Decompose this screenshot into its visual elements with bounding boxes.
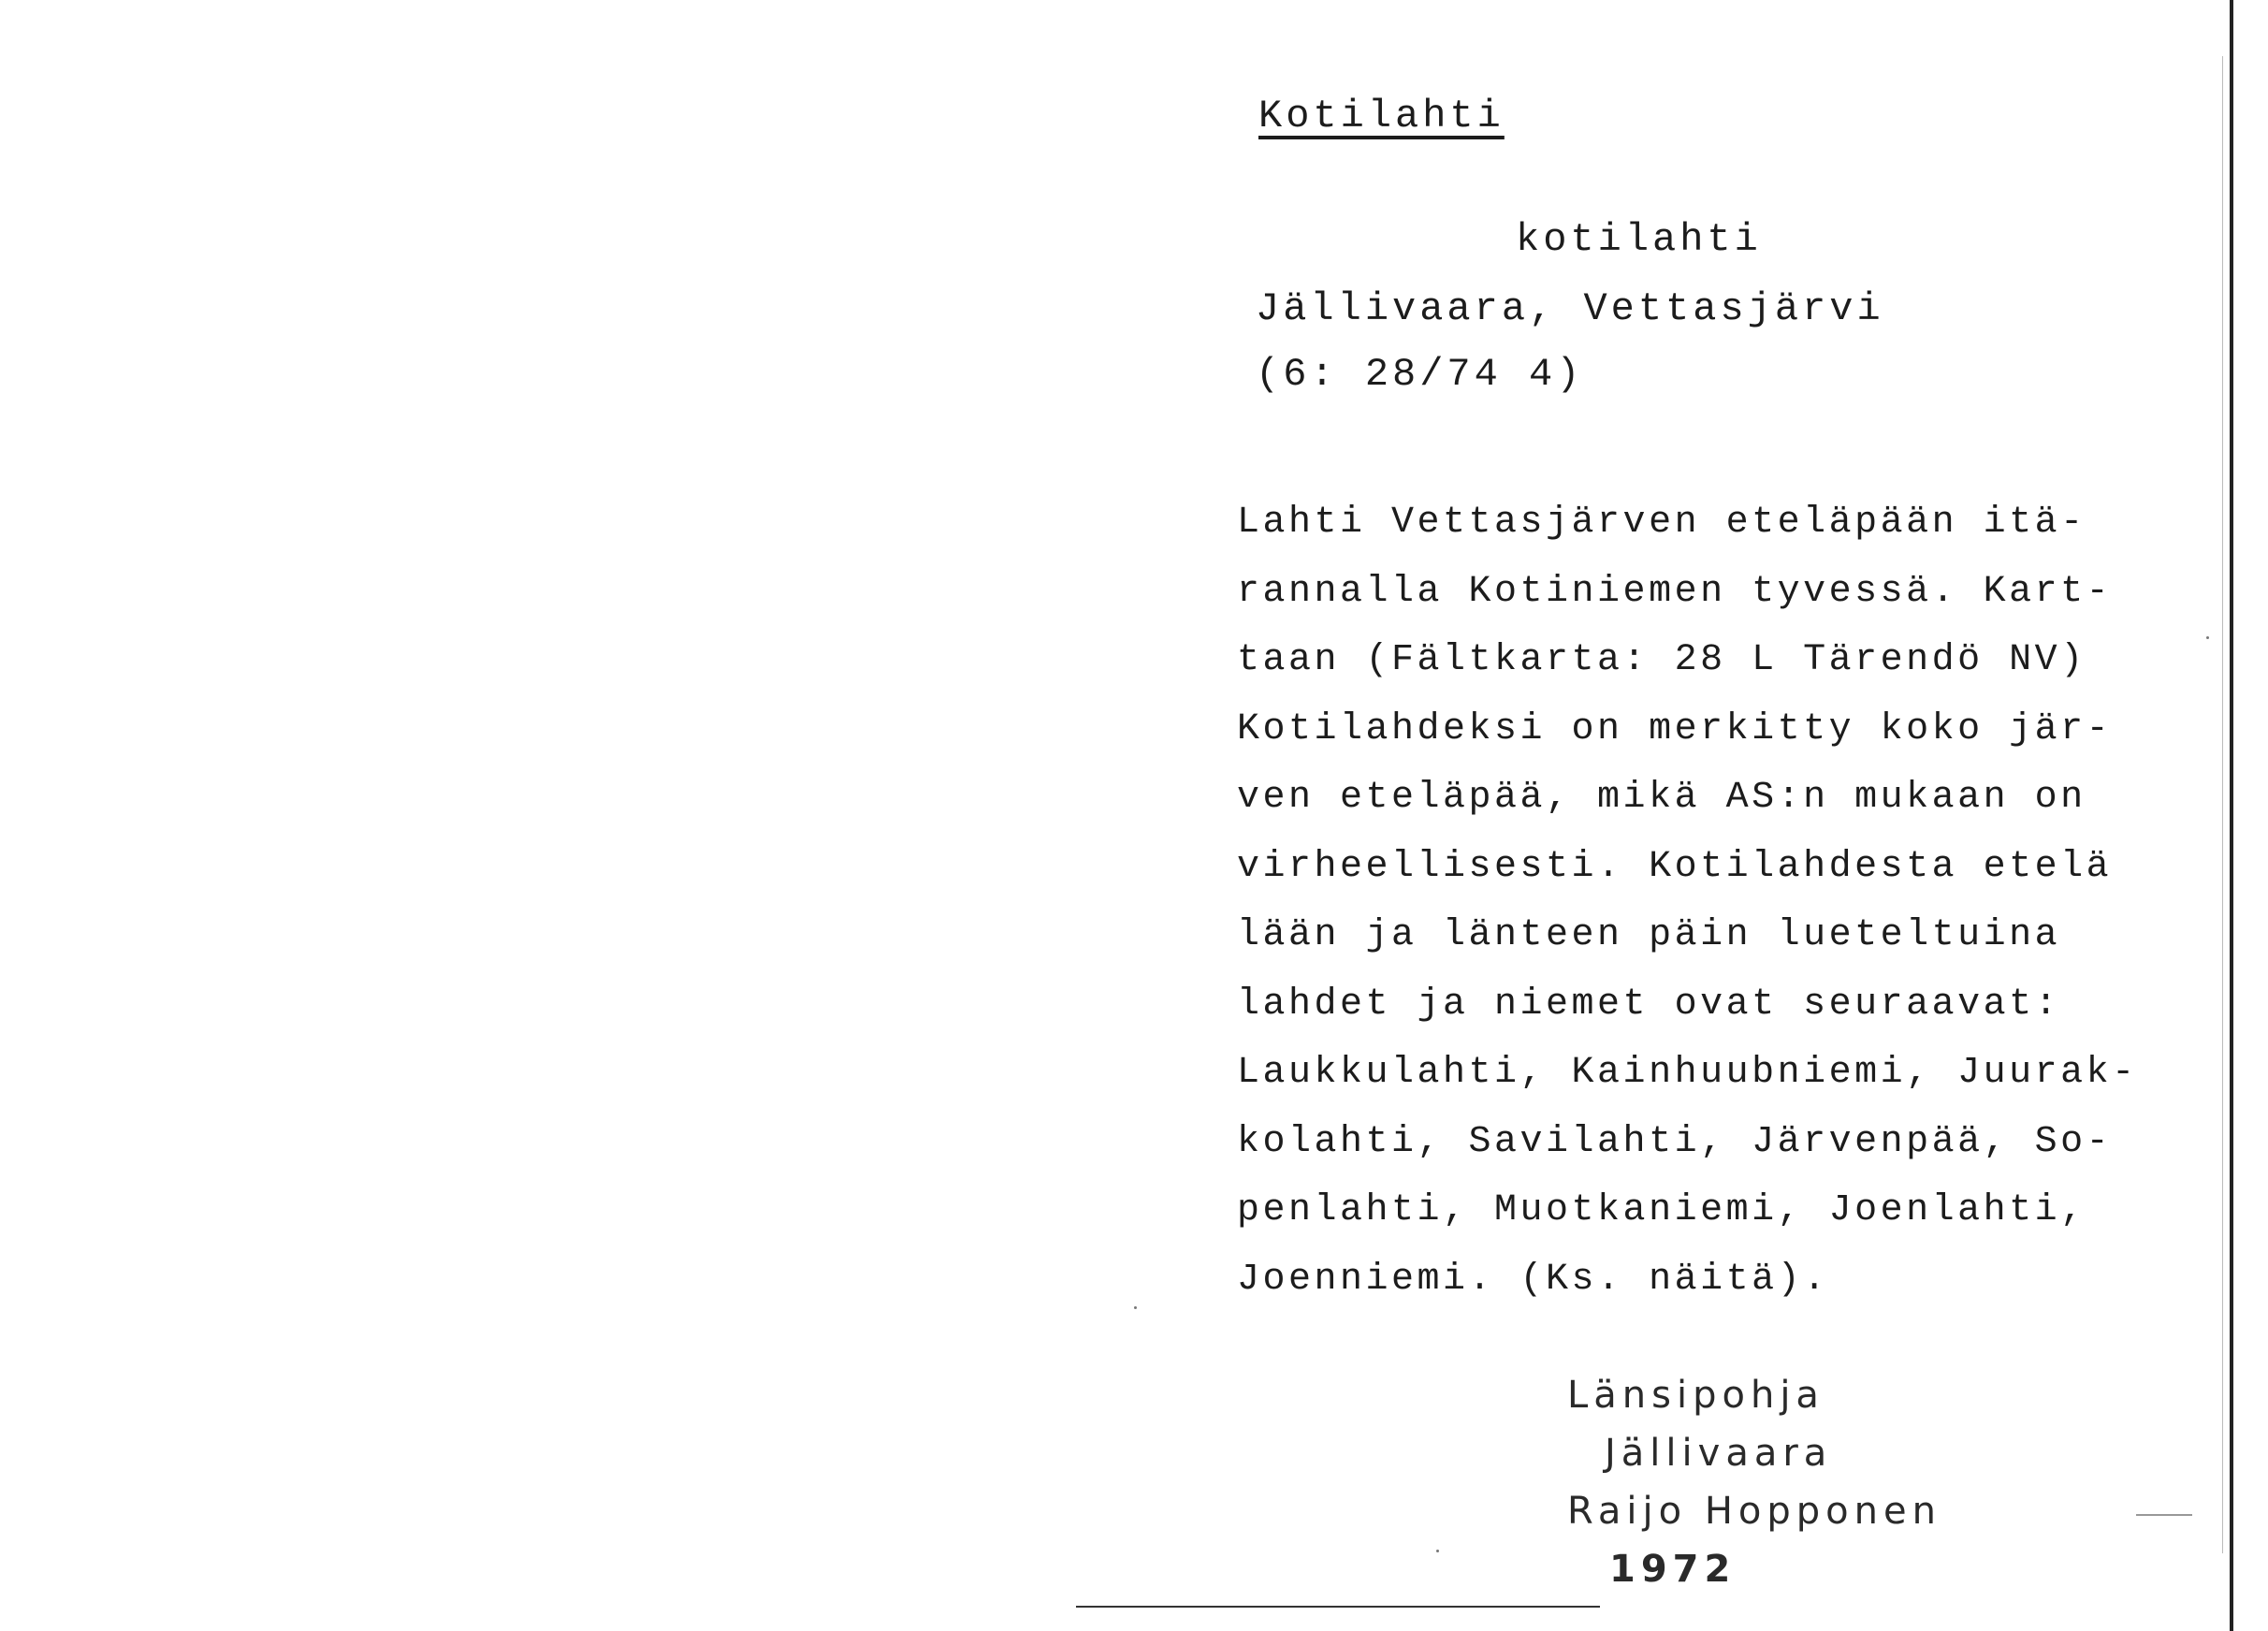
description-line: lään ja länteen päin lueteltuina [1237, 914, 2061, 956]
description-line: kolahti, Savilahti, Järvenpää, So- [1237, 1120, 2113, 1163]
location: Jällivaara, Vettasjärvi [1256, 286, 1884, 331]
stamp-region: Länsipohja [1567, 1374, 1825, 1417]
description-line: penlahti, Muotkaniemi, Joenlahti, [1237, 1189, 2086, 1231]
headword: Kotilahti [1258, 94, 1505, 138]
scan-speck [1436, 1550, 1439, 1552]
scan-speck [1134, 1306, 1137, 1309]
description-line: Lahti Vettasjärven eteläpään itä- [1237, 502, 2086, 544]
description-line: taan (Fältkarta: 28 L Tärendö NV) [1237, 639, 2086, 681]
stamp-year: 1972 [1609, 1548, 1737, 1591]
dialect-form: kotilahti [1516, 217, 1762, 262]
description-line: virheellisesti. Kotilahdesta etelä [1237, 845, 2113, 888]
scan-speck [2206, 636, 2209, 639]
collector-stamp [1567, 1366, 1941, 1598]
description-line: ven eteläpää, mikä AS:n mukaan on [1237, 777, 2086, 819]
description-line: Joenniemi. (Ks. näitä). [1237, 1258, 1829, 1301]
description-line: Laukkulahti, Kainhuubniemi, Juurak- [1237, 1052, 2138, 1094]
description-line: lahdet ja niemet ovat seuraavat: [1237, 983, 2061, 1026]
card-bottom-rule [1076, 1606, 1600, 1608]
stamp-collector: Raijo Hopponen [1567, 1490, 1941, 1533]
scan-mark [2136, 1514, 2192, 1516]
description-text [1237, 488, 2247, 1314]
archive-reference: (6: 28/74 4) [1256, 352, 1584, 397]
description-line: Kotilahdeksi on merkitty koko jär- [1237, 707, 2113, 750]
description-line: rannalla Kotiniemen tyvessä. Kart- [1237, 570, 2113, 613]
stamp-parish: Jällivaara [1605, 1432, 1833, 1475]
